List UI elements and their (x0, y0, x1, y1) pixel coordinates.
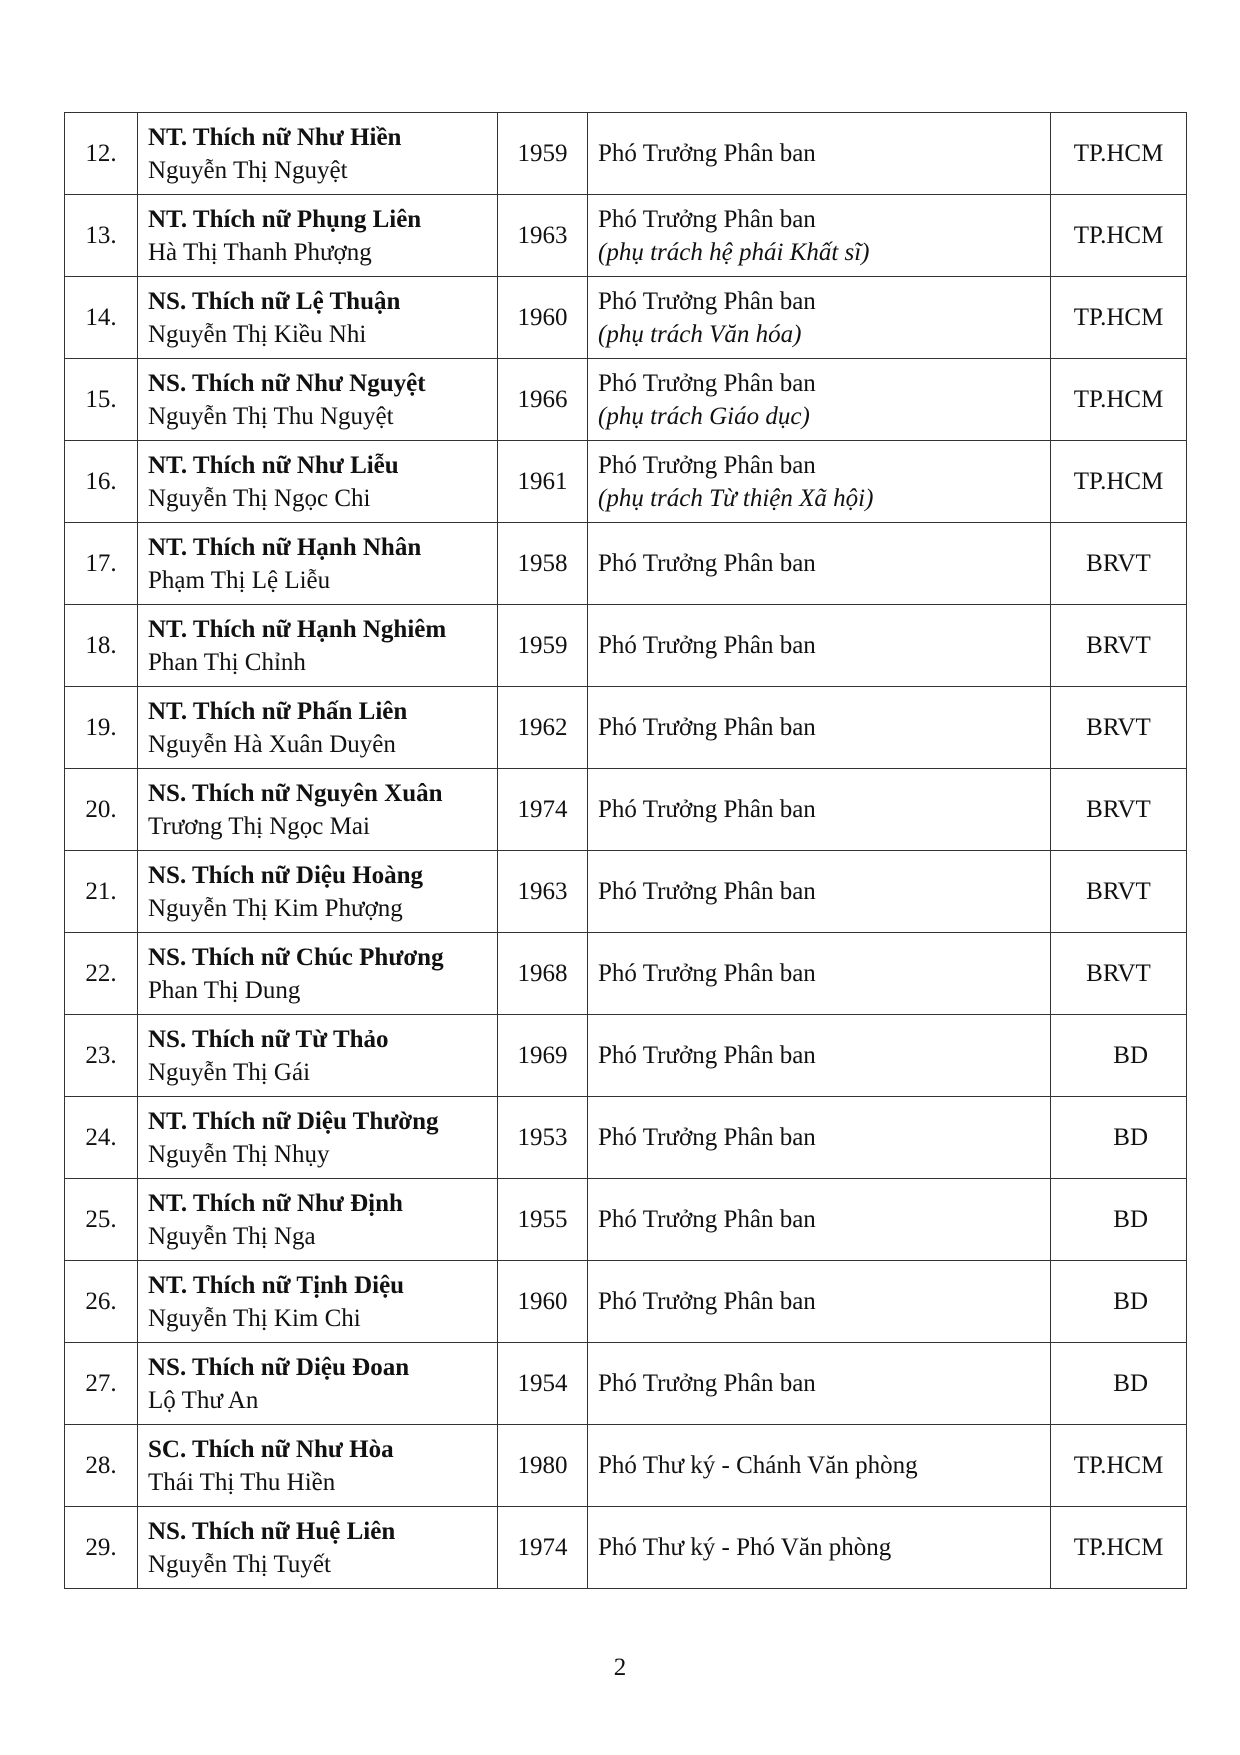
row-number: 24. (65, 1097, 138, 1179)
table-row (65, 851, 1187, 933)
dharma-name: NT. Thích nữ Như Hiền (148, 123, 402, 151)
lay-name: Nguyễn Thị Kim Phượng (148, 894, 403, 922)
position-title: Phó Trưởng Phân ban (598, 878, 816, 905)
row-number: 21. (65, 851, 138, 933)
location-cell: BRVT (1051, 605, 1187, 687)
birth-year: 1961 (498, 441, 588, 523)
table-row (65, 1097, 1187, 1179)
row-number: 29. (65, 1507, 138, 1589)
birth-year: 1954 (498, 1343, 588, 1425)
name-cell (138, 769, 498, 851)
table-row (65, 1425, 1187, 1507)
dharma-name: NS. Thích nữ Diệu Hoàng (148, 861, 424, 889)
table-row (65, 523, 1187, 605)
lay-name: Thái Thị Thu Hiền (148, 1468, 336, 1496)
lay-name: Nguyễn Thị Ngọc Chi (148, 484, 371, 512)
position-title: Phó Trưởng Phân ban (598, 1370, 816, 1397)
dharma-name: NT. Thích nữ Phấn Liên (148, 697, 408, 725)
lay-name: Hà Thị Thanh Phượng (148, 238, 372, 266)
location-cell: TP.HCM (1051, 277, 1187, 359)
position-note: (phụ trách hệ phái Khất sĩ) (598, 238, 870, 266)
name-cell (138, 523, 498, 605)
position-cell (588, 605, 1051, 687)
position-title: Phó Trưởng Phân ban (598, 1288, 816, 1315)
birth-year: 1958 (498, 523, 588, 605)
position-cell (588, 113, 1051, 195)
lay-name: Nguyễn Thị Kiều Nhi (148, 320, 367, 348)
table-row (65, 605, 1187, 687)
row-number: 16. (65, 441, 138, 523)
dharma-name: NS. Thích nữ Diệu Đoan (148, 1353, 410, 1381)
position-cell (588, 851, 1051, 933)
lay-name: Nguyễn Thị Nhụy (148, 1140, 330, 1168)
position-title: Phó Trưởng Phân ban (598, 287, 816, 315)
position-note: (phụ trách Từ thiện Xã hội) (598, 484, 874, 512)
row-number: 27. (65, 1343, 138, 1425)
table-row (65, 1261, 1187, 1343)
location-cell: TP.HCM (1051, 1507, 1187, 1589)
position-cell (588, 933, 1051, 1015)
name-cell (138, 1015, 498, 1097)
position-cell (588, 441, 1051, 523)
position-title: Phó Trưởng Phân ban (598, 1042, 816, 1069)
position-cell (588, 1425, 1051, 1507)
location-cell: TP.HCM (1051, 1425, 1187, 1507)
position-cell (588, 523, 1051, 605)
birth-year: 1980 (498, 1425, 588, 1507)
position-cell (588, 277, 1051, 359)
name-cell (138, 1097, 498, 1179)
position-title: Phó Trưởng Phân ban (598, 796, 816, 823)
position-note: (phụ trách Văn hóa) (598, 320, 802, 348)
table-row (65, 1015, 1187, 1097)
lay-name: Nguyễn Thị Thu Nguyệt (148, 402, 394, 430)
position-cell (588, 1097, 1051, 1179)
lay-name: Trương Thị Ngọc Mai (148, 812, 370, 840)
position-cell (588, 195, 1051, 277)
lay-name: Nguyễn Thị Nga (148, 1222, 316, 1250)
lay-name: Nguyễn Thị Gái (148, 1058, 311, 1086)
position-cell (588, 769, 1051, 851)
location-cell: BRVT (1051, 851, 1187, 933)
location-cell: TP.HCM (1051, 195, 1187, 277)
lay-name: Nguyễn Thị Tuyết (148, 1550, 331, 1578)
table-row (65, 195, 1187, 277)
table-row (65, 359, 1187, 441)
position-title: Phó Trưởng Phân ban (598, 632, 816, 659)
name-cell (138, 195, 498, 277)
position-title: Phó Thư ký - Chánh Văn phòng (598, 1452, 918, 1479)
roster-table-body (65, 113, 1187, 1589)
location-cell: BD (1051, 1015, 1187, 1097)
location-cell: BD (1051, 1097, 1187, 1179)
row-number: 13. (65, 195, 138, 277)
position-cell (588, 1015, 1051, 1097)
birth-year: 1963 (498, 195, 588, 277)
row-number: 18. (65, 605, 138, 687)
position-title: Phó Trưởng Phân ban (598, 1124, 816, 1151)
birth-year: 1968 (498, 933, 588, 1015)
position-title: Phó Trưởng Phân ban (598, 369, 816, 397)
row-number: 17. (65, 523, 138, 605)
row-number: 25. (65, 1179, 138, 1261)
birth-year: 1959 (498, 113, 588, 195)
roster-table (64, 112, 1187, 1589)
birth-year: 1974 (498, 769, 588, 851)
dharma-name: NS. Thích nữ Huệ Liên (148, 1517, 396, 1545)
position-cell (588, 1261, 1051, 1343)
position-title: Phó Trưởng Phân ban (598, 205, 816, 233)
row-number: 26. (65, 1261, 138, 1343)
position-title: Phó Trưởng Phân ban (598, 714, 816, 741)
lay-name: Lộ Thư An (148, 1386, 259, 1414)
lay-name: Nguyễn Thị Kim Chi (148, 1304, 361, 1332)
dharma-name: NT. Thích nữ Như Định (148, 1189, 403, 1217)
position-title: Phó Trưởng Phân ban (598, 960, 816, 987)
name-cell (138, 1507, 498, 1589)
location-cell: BRVT (1051, 769, 1187, 851)
lay-name: Phan Thị Chỉnh (148, 648, 306, 676)
row-number: 19. (65, 687, 138, 769)
location-cell: BRVT (1051, 933, 1187, 1015)
position-cell (588, 1343, 1051, 1425)
location-cell: BRVT (1051, 687, 1187, 769)
position-title: Phó Trưởng Phân ban (598, 140, 816, 167)
location-cell: TP.HCM (1051, 441, 1187, 523)
position-title: Phó Thư ký - Phó Văn phòng (598, 1534, 892, 1561)
row-number: 14. (65, 277, 138, 359)
name-cell (138, 359, 498, 441)
table-row (65, 687, 1187, 769)
birth-year: 1969 (498, 1015, 588, 1097)
lay-name: Nguyễn Hà Xuân Duyên (148, 730, 396, 758)
birth-year: 1959 (498, 605, 588, 687)
dharma-name: NT. Thích nữ Hạnh Nghiêm (148, 615, 447, 643)
row-number: 23. (65, 1015, 138, 1097)
position-cell (588, 1507, 1051, 1589)
table-row (65, 113, 1187, 195)
name-cell (138, 1261, 498, 1343)
position-title: Phó Trưởng Phân ban (598, 550, 816, 577)
table-row (65, 769, 1187, 851)
location-cell: BRVT (1051, 523, 1187, 605)
dharma-name: NT. Thích nữ Tịnh Diệu (148, 1271, 405, 1299)
position-cell (588, 359, 1051, 441)
position-title: Phó Trưởng Phân ban (598, 1206, 816, 1233)
dharma-name: NS. Thích nữ Từ Thảo (148, 1025, 389, 1053)
birth-year: 1963 (498, 851, 588, 933)
location-cell: BD (1051, 1261, 1187, 1343)
row-number: 12. (65, 113, 138, 195)
birth-year: 1974 (498, 1507, 588, 1589)
row-number: 20. (65, 769, 138, 851)
table-row (65, 277, 1187, 359)
table-row (65, 441, 1187, 523)
name-cell (138, 1343, 498, 1425)
dharma-name: SC. Thích nữ Như Hòa (148, 1435, 394, 1463)
name-cell (138, 605, 498, 687)
lay-name: Phan Thị Dung (148, 976, 301, 1004)
row-number: 15. (65, 359, 138, 441)
row-number: 22. (65, 933, 138, 1015)
birth-year: 1953 (498, 1097, 588, 1179)
name-cell (138, 1425, 498, 1507)
position-note: (phụ trách Giáo dục) (598, 402, 810, 430)
birth-year: 1960 (498, 277, 588, 359)
dharma-name: NT. Thích nữ Hạnh Nhân (148, 533, 422, 561)
table-row (65, 933, 1187, 1015)
name-cell (138, 277, 498, 359)
location-cell: TP.HCM (1051, 359, 1187, 441)
lay-name: Nguyễn Thị Nguyệt (148, 156, 348, 184)
dharma-name: NS. Thích nữ Nguyên Xuân (148, 779, 443, 807)
location-cell: BD (1051, 1179, 1187, 1261)
birth-year: 1960 (498, 1261, 588, 1343)
table-row (65, 1343, 1187, 1425)
name-cell (138, 933, 498, 1015)
name-cell (138, 113, 498, 195)
dharma-name: NT. Thích nữ Diệu Thường (148, 1107, 439, 1135)
name-cell (138, 441, 498, 523)
lay-name: Phạm Thị Lệ Liễu (148, 566, 331, 594)
location-cell: TP.HCM (1051, 113, 1187, 195)
position-title: Phó Trưởng Phân ban (598, 451, 816, 479)
dharma-name: NS. Thích nữ Chúc Phương (148, 943, 444, 971)
dharma-name: NS. Thích nữ Như Nguyệt (148, 369, 426, 397)
dharma-name: NS. Thích nữ Lệ Thuận (148, 287, 401, 315)
position-cell (588, 1179, 1051, 1261)
dharma-name: NT. Thích nữ Như Liễu (148, 451, 399, 479)
birth-year: 1966 (498, 359, 588, 441)
birth-year: 1955 (498, 1179, 588, 1261)
name-cell (138, 851, 498, 933)
page-number: 2 (613, 1654, 627, 1681)
row-number: 28. (65, 1425, 138, 1507)
table-row (65, 1179, 1187, 1261)
birth-year: 1962 (498, 687, 588, 769)
table-row (65, 1507, 1187, 1589)
dharma-name: NT. Thích nữ Phụng Liên (148, 205, 422, 233)
name-cell (138, 687, 498, 769)
position-cell (588, 687, 1051, 769)
name-cell (138, 1179, 498, 1261)
location-cell: BD (1051, 1343, 1187, 1425)
